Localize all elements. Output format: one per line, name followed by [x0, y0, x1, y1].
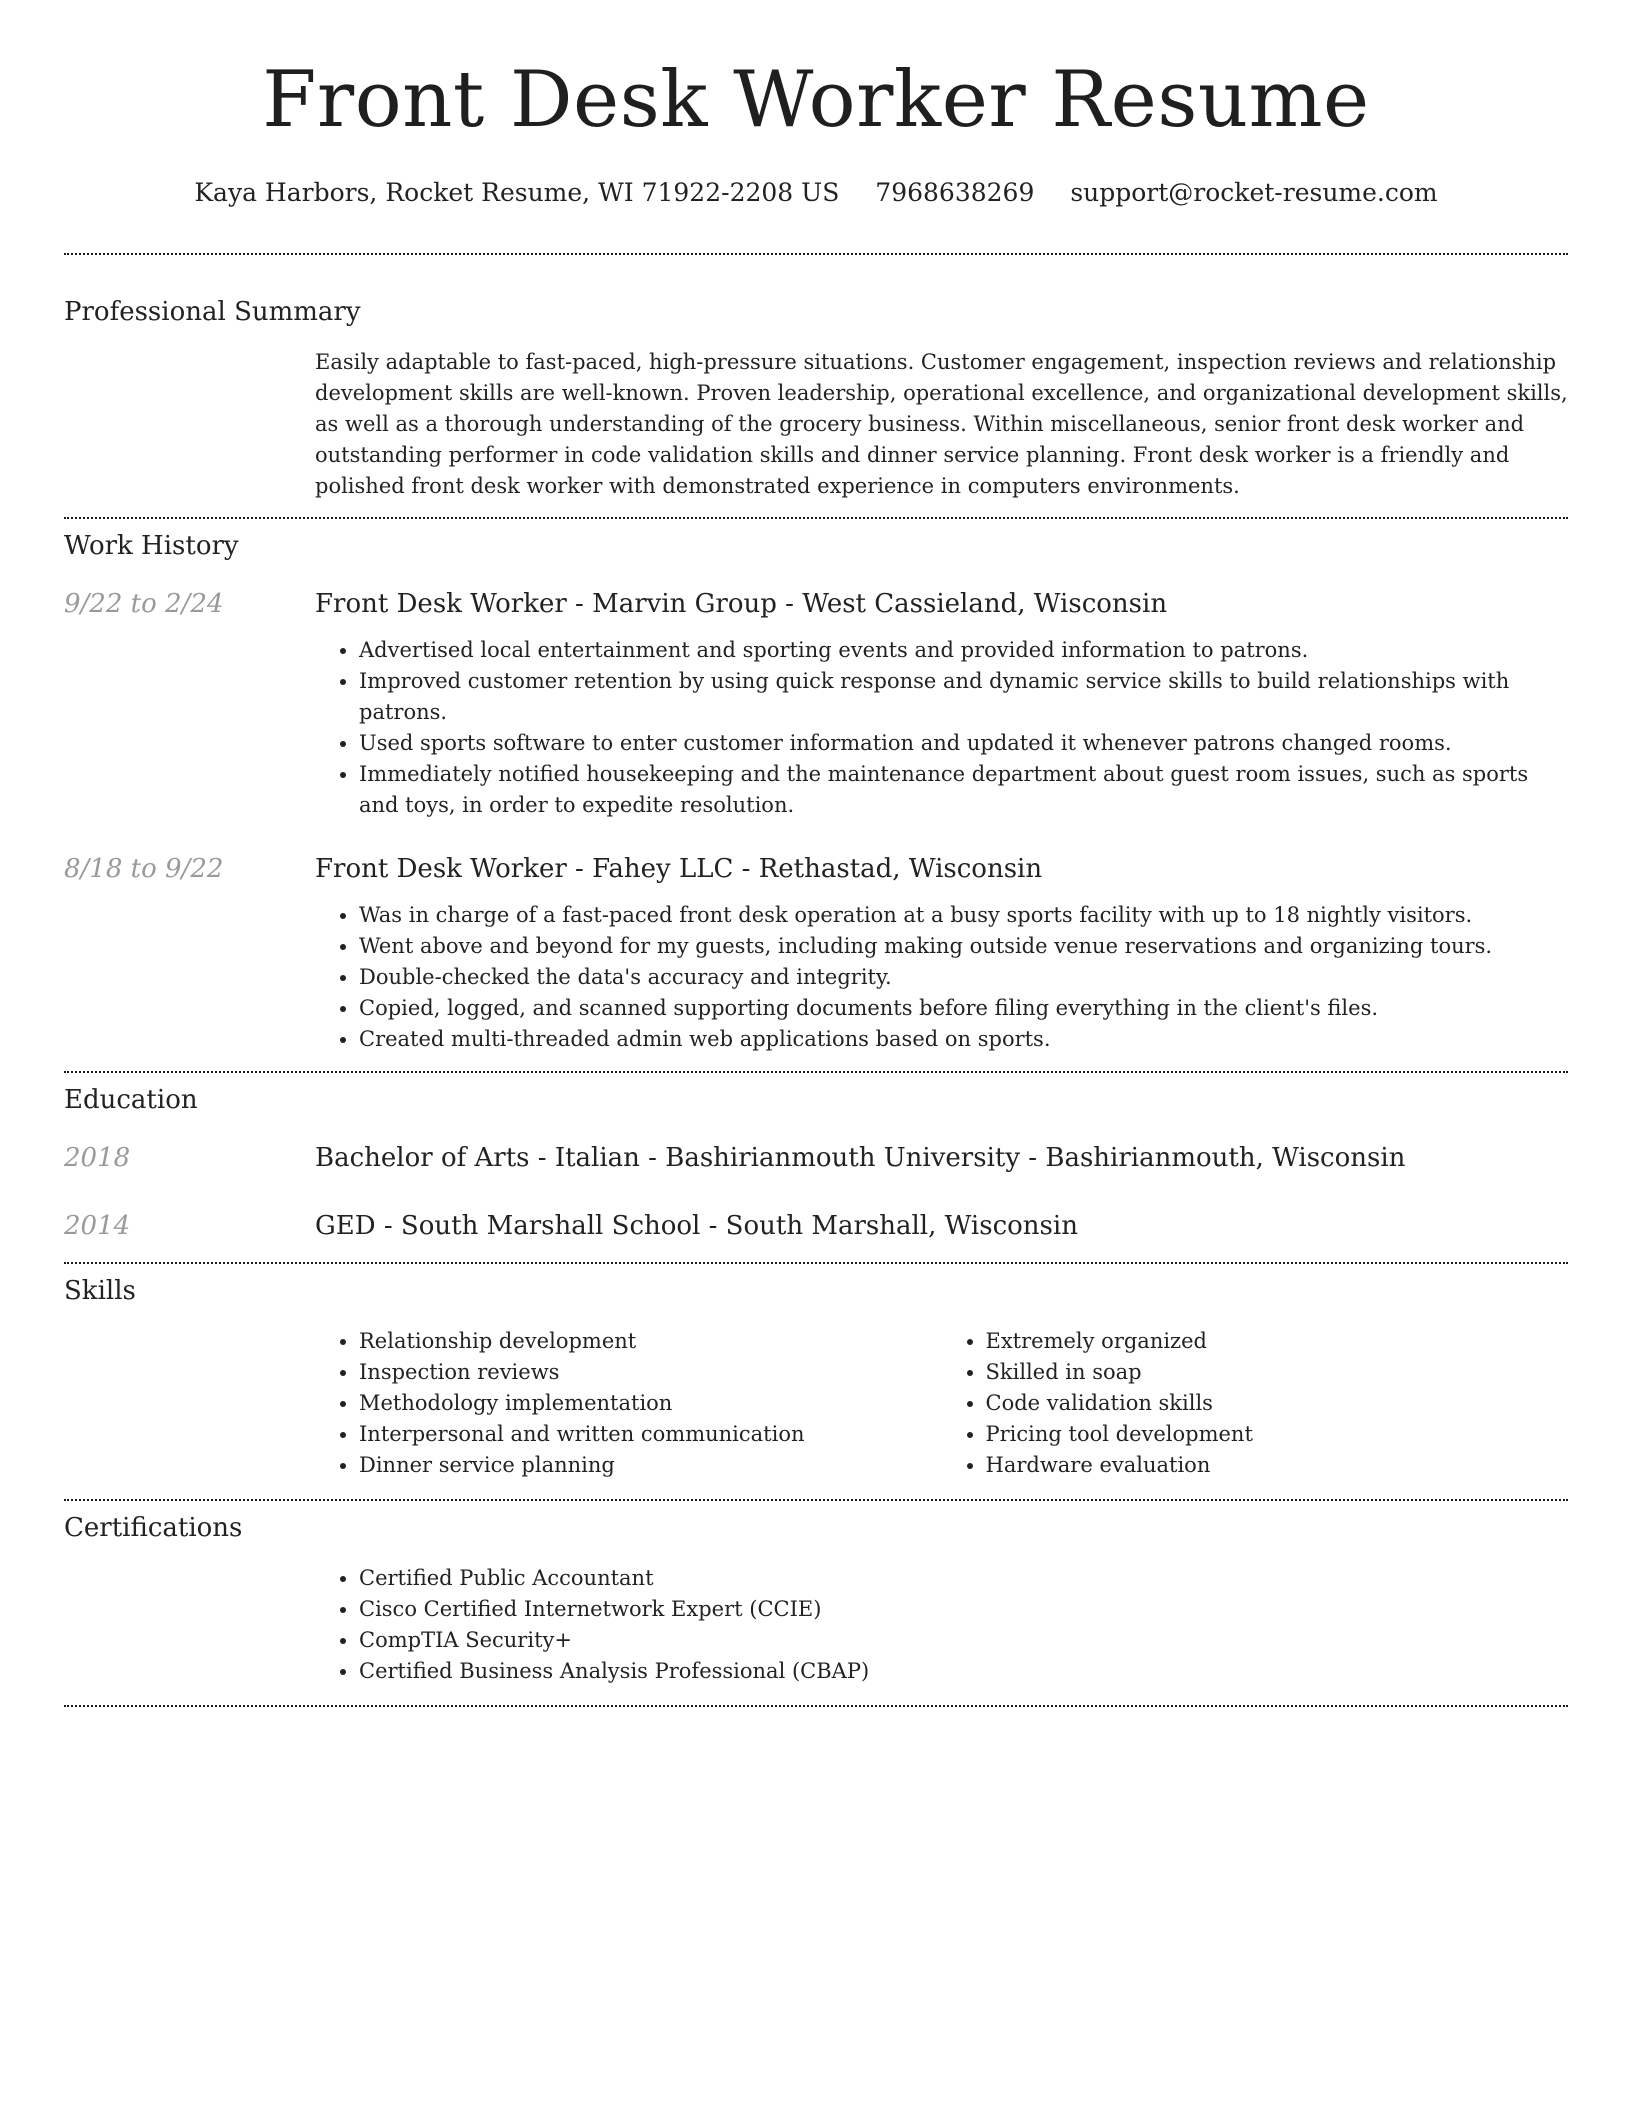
- job-bullets: [315, 900, 1568, 1055]
- skills-section: [64, 1274, 1568, 1481]
- education-title: [315, 1141, 1568, 1175]
- education-section: [64, 1083, 1568, 1243]
- list-item: • Cisco Certified Internetwork Expert (CCIE): [359, 1594, 1568, 1625]
- section-heading-summary: Professional Summary: [64, 297, 361, 327]
- page-title: Front Desk Worker Resume: [262, 55, 1370, 145]
- list-item: • Skilled in soap: [986, 1357, 1569, 1388]
- education-title: [315, 1209, 1568, 1243]
- education-school: - South Marshall School - South Marshall, Wisconsin: [375, 1211, 1078, 1241]
- list-item: • Methodology implementation: [359, 1388, 942, 1419]
- education-school: - Bashirianmouth University - Bashirianmouth, Wisconsin: [639, 1143, 1406, 1173]
- education-entry: [64, 1141, 1568, 1175]
- contact-email: support@rocket-resume.com: [1070, 178, 1438, 207]
- list-item: • Advertised local entertainment and sporting events and provided information to patrons.: [359, 635, 1568, 666]
- contact-address: Kaya Harbors, Rocket Resume, WI 71922-2208 US: [194, 178, 840, 207]
- divider: [64, 1499, 1568, 1501]
- certifications-section: [64, 1511, 1568, 1687]
- list-item: • Extremely organized: [986, 1326, 1569, 1357]
- list-item: • Copied, logged, and scanned supporting documents before filing everything in the client's files.: [359, 993, 1568, 1024]
- skills-list-right: [942, 1326, 1569, 1481]
- education-degree: Bachelor of Arts - Italian: [315, 1143, 640, 1173]
- job-title: Front Desk Worker - Marvin Group - West Cassieland, Wisconsin: [315, 589, 1168, 619]
- summary-section: [64, 295, 1568, 502]
- job-entry: [64, 852, 1568, 1055]
- skills-list-left: [315, 1326, 942, 1481]
- list-item: • Hardware evaluation: [986, 1450, 1569, 1481]
- list-item: • Improved customer retention by using quick response and dynamic service skills to build relationships with patrons.: [359, 666, 1568, 728]
- resume-page: [64, 0, 1568, 1707]
- education-year: 2014: [64, 1211, 131, 1241]
- section-heading-skills: Skills: [64, 1276, 136, 1306]
- list-item: • Code validation skills: [986, 1388, 1569, 1419]
- section-heading-education: Education: [64, 1085, 198, 1115]
- education-degree: GED: [315, 1211, 376, 1241]
- job-dates: 9/22 to 2/24: [64, 589, 224, 619]
- job-title: Front Desk Worker - Fahey LLC - Rethastad, Wisconsin: [315, 854, 1043, 884]
- list-item: • Interpersonal and written communication: [359, 1419, 942, 1450]
- divider: [64, 253, 1568, 255]
- list-item: • Used sports software to enter customer information and updated it whenever patrons changed rooms.: [359, 728, 1568, 759]
- list-item: • Immediately notified housekeeping and the maintenance department about guest room issues, such as sports and toys, in order to expedite resolution.: [359, 759, 1568, 821]
- list-item: • Relationship development: [359, 1326, 942, 1357]
- certifications-list: [315, 1563, 1568, 1687]
- list-item: • Dinner service planning: [359, 1450, 942, 1481]
- divider: [64, 1071, 1568, 1073]
- section-heading-certifications: Certifications: [64, 1513, 243, 1543]
- list-item: • Double-checked the data's accuracy and integrity.: [359, 962, 1568, 993]
- list-item: • Inspection reviews: [359, 1357, 942, 1388]
- list-item: • Certified Public Accountant: [359, 1563, 1568, 1594]
- section-heading-work-history: Work History: [64, 531, 239, 561]
- list-item: • Went above and beyond for my guests, including making outside venue reservations and organizing tours.: [359, 931, 1568, 962]
- divider: [64, 517, 1568, 519]
- divider: [64, 1705, 1568, 1707]
- list-item: • Certified Business Analysis Professional (CBAP): [359, 1656, 1568, 1687]
- contact-phone: 7968638269: [875, 178, 1035, 207]
- list-item: • Created multi-threaded admin web applications based on sports.: [359, 1024, 1568, 1055]
- work-history-section: [64, 529, 1568, 1055]
- list-item: • Was in charge of a fast-paced front desk operation at a busy sports facility with up to 18 nightly visitors.: [359, 900, 1568, 931]
- job-dates: 8/18 to 9/22: [64, 854, 224, 884]
- list-item: • Pricing tool development: [986, 1419, 1569, 1450]
- summary-text: Easily adaptable to fast-paced, high-pressure situations. Customer engagement, inspection reviews and relationship development skills are well-known. Proven leadership, operational excellence, and organizational development skills, as well as a thorough understanding of the grocery business. Within miscellaneous, senior front desk worker and outstanding performer in code validation skills and dinner service planning. Front desk worker is a friendly and polished front desk worker with demonstrated experience in computers environments.: [315, 350, 1568, 498]
- job-entry: [64, 587, 1568, 821]
- education-year: 2018: [64, 1143, 131, 1173]
- list-item: • CompTIA Security+: [359, 1625, 1568, 1656]
- job-bullets: [315, 635, 1568, 821]
- contact-info: [64, 176, 1568, 210]
- divider: [64, 1262, 1568, 1264]
- education-entry: [64, 1209, 1568, 1243]
